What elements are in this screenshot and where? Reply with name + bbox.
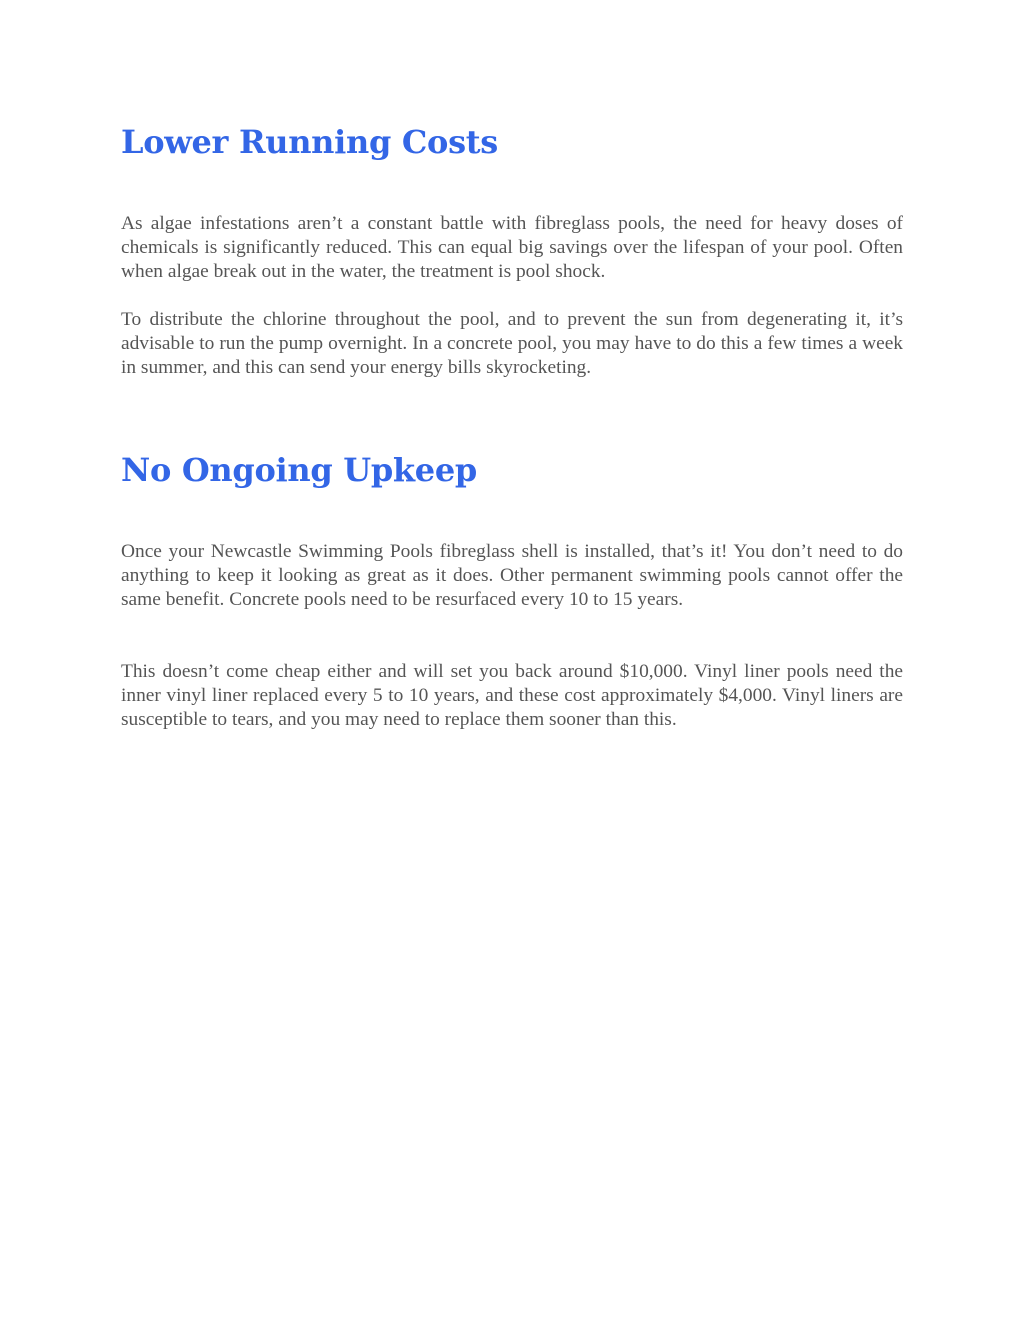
section-heading-no-ongoing-upkeep: No Ongoing Upkeep <box>121 451 477 489</box>
paragraph: To distribute the chlorine throughout the pool, and to prevent the sun from degenerating it, it’s advisable to run the pump overnight. In a concrete pool, you may have to do this a few times a week in summer, and this can send your energy bills skyrocketing. <box>121 309 903 378</box>
paragraph: Once your Newcastle Swimming Pools fibreglass shell is installed, that’s it! You don’t need to do anything to keep it looking as great as it does. Other permanent swimming pools cannot offer the same benefit. Concrete pools need to be resurfaced every 10 to 15 years. <box>121 541 903 610</box>
section-heading-lower-running-costs: Lower Running Costs <box>121 123 499 161</box>
paragraph: This doesn’t come cheap either and will set you back around $10,000. Vinyl liner pools need the inner vinyl liner replaced every 5 to 10 years, and these cost approximately $4,000. Vinyl liners are susceptible to tears, and you may need to replace them sooner than this. <box>121 661 903 730</box>
paragraph: As algae infestations aren’t a constant battle with fibreglass pools, the need for heavy doses of chemicals is significantly reduced. This can equal big savings over the lifespan of your pool. Often when algae break out in the water, the treatment is pool shock. <box>121 213 903 282</box>
